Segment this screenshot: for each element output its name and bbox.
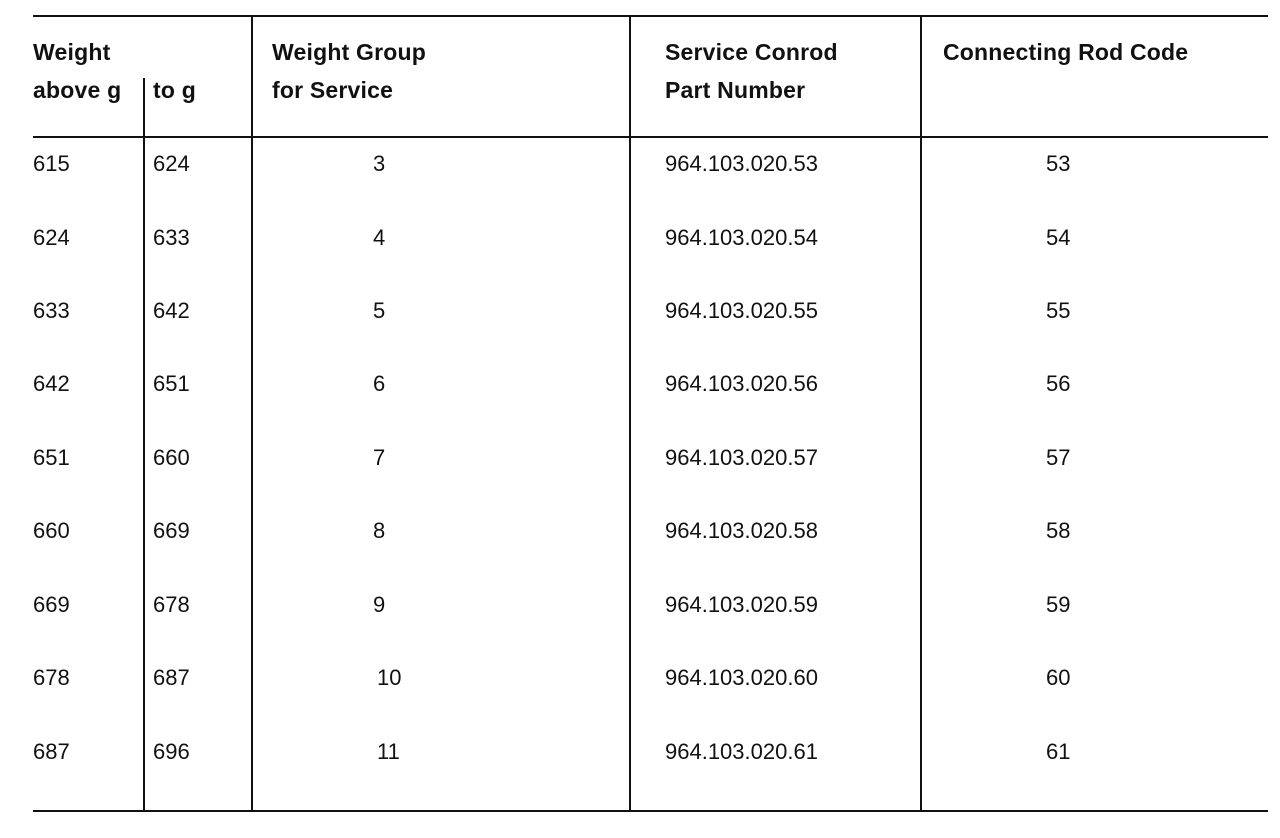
cell-to: 651 [153, 371, 190, 396]
cell-part: 964.103.020.53 [665, 151, 818, 176]
cell-part: 964.103.020.59 [665, 592, 818, 617]
table-bottom-rule [33, 810, 1268, 812]
cell-group: 8 [373, 518, 386, 543]
cell-above: 615 [33, 151, 70, 176]
cell-group: 4 [373, 225, 386, 250]
header-to: to g [153, 77, 196, 103]
cell-group: 11 [377, 739, 400, 764]
cell-above: 642 [33, 371, 70, 396]
cell-code: 61 [1046, 739, 1071, 764]
cell-code: 60 [1046, 665, 1071, 690]
cell-part: 964.103.020.60 [665, 665, 818, 690]
cell-above: 678 [33, 665, 70, 690]
cell-part: 964.103.020.57 [665, 445, 818, 470]
table-top-rule [33, 15, 1268, 17]
cell-above: 624 [33, 225, 70, 250]
cell-code: 59 [1046, 592, 1071, 617]
header-bottom-rule [33, 136, 1268, 138]
cell-to: 642 [153, 298, 190, 323]
cell-code: 58 [1046, 518, 1071, 543]
column-divider-code [920, 15, 922, 812]
header-weight: Weight [33, 39, 111, 65]
cell-above: 651 [33, 445, 70, 470]
cell-part: 964.103.020.55 [665, 298, 818, 323]
header-group-line1: Weight Group [272, 39, 427, 65]
cell-to: 660 [153, 445, 190, 470]
column-divider-group [251, 15, 253, 812]
cell-code: 55 [1046, 298, 1071, 323]
cell-above: 669 [33, 592, 70, 617]
cell-group: 3 [373, 151, 386, 176]
cell-above: 633 [33, 298, 70, 323]
cell-group: 9 [373, 592, 386, 617]
cell-part: 964.103.020.58 [665, 518, 818, 543]
column-divider-part [629, 15, 631, 812]
cell-to: 633 [153, 225, 190, 250]
header-part-line1: Service Conrod [665, 39, 838, 65]
header-part-line2: Part Number [665, 77, 806, 103]
cell-group: 7 [373, 445, 386, 470]
cell-part: 964.103.020.54 [665, 225, 818, 250]
cell-code: 56 [1046, 371, 1071, 396]
cell-to: 624 [153, 151, 190, 176]
cell-to: 669 [153, 518, 190, 543]
header-code: Connecting Rod Code [943, 39, 1189, 65]
cell-above: 660 [33, 518, 70, 543]
cell-group: 10 [377, 665, 402, 690]
column-divider-to [143, 78, 145, 812]
cell-to: 687 [153, 665, 190, 690]
header-group-line2: for Service [272, 77, 394, 103]
cell-code: 54 [1046, 225, 1071, 250]
cell-code: 57 [1046, 445, 1071, 470]
cell-part: 964.103.020.61 [665, 739, 818, 764]
cell-code: 53 [1046, 151, 1071, 176]
cell-group: 5 [373, 298, 386, 323]
cell-group: 6 [373, 371, 386, 396]
cell-to: 696 [153, 739, 190, 764]
cell-to: 678 [153, 592, 190, 617]
cell-part: 964.103.020.56 [665, 371, 818, 396]
header-above: above g [33, 77, 122, 103]
cell-above: 687 [33, 739, 70, 764]
